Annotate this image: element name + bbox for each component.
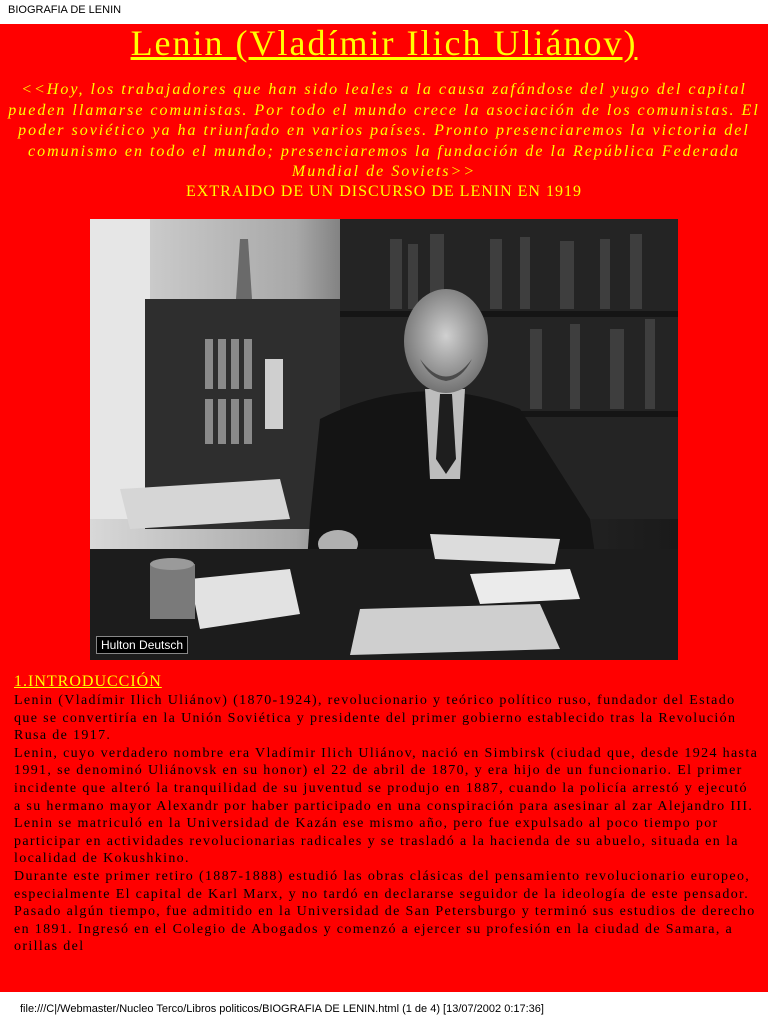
paragraph: Lenin, cuyo verdadero nombre era Vladímir Ilich Uliánov, nació en Simbirsk (ciudad que, desde 1924 hasta 1991, se denominó Uliánovsk en su honor) el 22 de abril de 1870, y era hijo de un funcionario. El primer incidente que alteró la tranquilidad de su juventud se produjo en 1887, cuando la policía arrestó y ejecutó a su hermano mayor Alexandr por haber participado en una conspiración para asesinar al zar Alejandro III. Lenin se matriculó en la Universidad de Kazán ese mismo año, pero fue expulsado al poco tiempo por participar en actividades revolucionarias radicales y se trasladó a la hacienda de su abuelo, situada en la localidad de Kokushkino. [14, 745, 759, 867]
print-footer: file:///C|/Webmaster/Nucleo Terco/Libros politicos/BIOGRAFIA DE LENIN.html (1 de 4) [13/07/2002 0:17:36] [20, 1003, 544, 1015]
paragraph: Lenin (Vladímir Ilich Uliánov) (1870-1924), revolucionario y teórico político ruso, fundador del Estado que se convertiría en la Unión Soviética y presidente del primer gobierno establecido tras la Revolución Rusa de 1917. [14, 693, 737, 744]
section-title: 1.INTRODUCCIÓN [14, 673, 162, 690]
quote-source: EXTRAIDO DE UN DISCURSO DE LENIN EN 1919 [186, 183, 582, 200]
photo-illustration [90, 219, 678, 660]
lenin-photo [90, 219, 678, 660]
page-title: Lenin (Vladímir Ilich Uliánov) [130, 23, 638, 63]
print-header: BIOGRAFIA DE LENIN [8, 4, 122, 16]
lenin-quote: <<Hoy, los trabajadores que han sido leales a la causa zafándose del yugo del capital pueden llamarse comunistas. Por todo el mundo crece la asociación de los comunistas. El poder soviético ya ha triunfado en varios países. Pronto presenciaremos la victoria del comunismo en todo el mundo; presenciaremos la fundación de la República Federada Mundial de Soviets>> [8, 81, 760, 180]
photo-credit: Hulton Deutsch [96, 636, 188, 654]
introduction-body [14, 692, 760, 956]
paragraph: Durante este primer retiro (1887-1888) estudió las obras clásicas del pensamiento revolucionario europeo, especialmente El capital de Karl Marx, y no tardó en declararse seguidor de la ideología de este pensador. Pasado algún tiempo, fue admitido en la Universidad de San Petersburgo y terminó sus estudios de derecho en 1891. Ingresó en el Colegio de Abogados y comenzó a ejercer su profesión en la ciudad de Samara, a orillas del [14, 868, 756, 955]
